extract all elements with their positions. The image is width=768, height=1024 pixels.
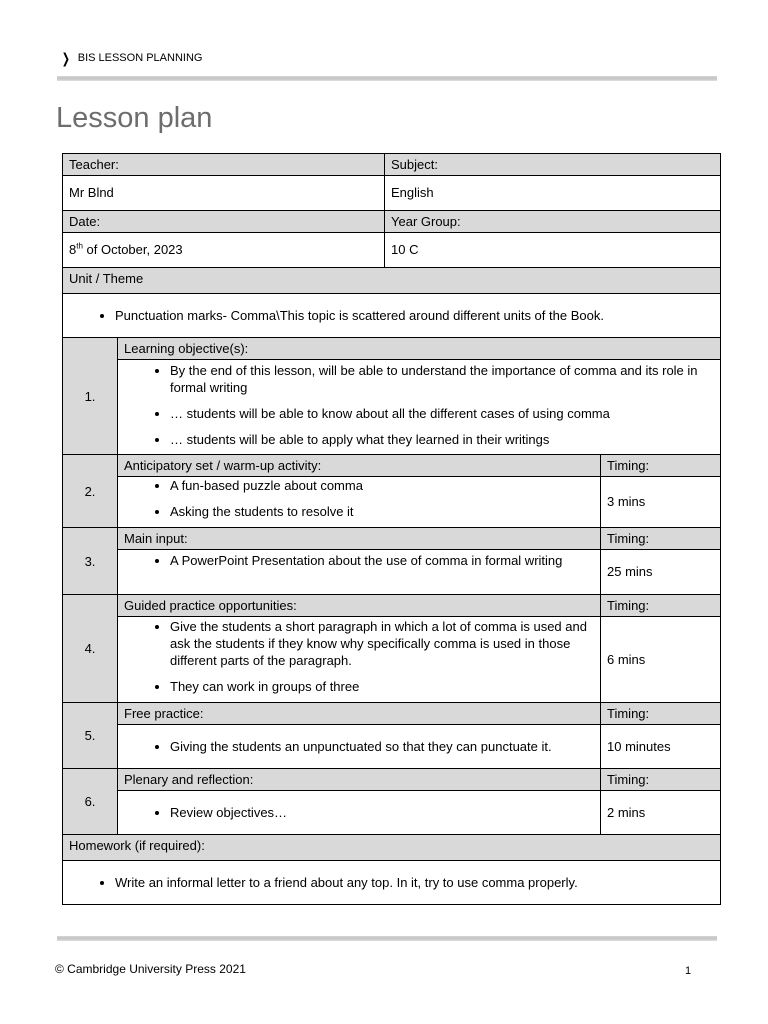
timing-label: Timing: [601, 455, 721, 477]
section-number: 4. [63, 595, 118, 703]
section-title: Plenary and reflection: [118, 769, 601, 791]
timing-label: Timing: [601, 703, 721, 725]
section-number: 2. [63, 455, 118, 528]
list-item: • … students will be able to apply what they learned in their writings [170, 431, 714, 448]
homework-label: Homework (if required): [63, 835, 721, 861]
footer-divider [57, 936, 717, 941]
section-body [118, 360, 721, 455]
section-body [118, 725, 601, 769]
section-body [118, 550, 601, 595]
breadcrumb: BIS LESSON PLANNING [77, 52, 203, 64]
section-number: 1. [63, 338, 118, 455]
header-divider [57, 76, 717, 81]
page-header [60, 49, 203, 66]
timing-label: Timing: [601, 769, 721, 791]
list-item: • Giving the students an unpunctuated so that they can punctuate it. [170, 738, 594, 755]
date-value: 8th of October, 2023 [63, 233, 385, 268]
section-title: Guided practice opportunities: [118, 595, 601, 617]
list-item: • Write an informal letter to a friend about any top. In it, try to use comma properly. [115, 874, 714, 891]
list-item: • Give the students a short paragraph in which a lot of comma is used and ask the students if they know why specifically comma is used in those different parts of the paragraph. [170, 618, 594, 669]
homework-cell [63, 861, 721, 905]
section-title: Main input: [118, 528, 601, 550]
unit-theme-cell [63, 294, 721, 338]
timing-label: Timing: [601, 595, 721, 617]
timing-value: 3 mins [601, 477, 721, 528]
year-group-label: Year Group: [385, 211, 721, 233]
subject-label: Subject: [385, 154, 721, 176]
section-title: Anticipatory set / warm-up activity: [118, 455, 601, 477]
list-item: • Review objectives… [170, 804, 594, 821]
timing-label: Timing: [601, 528, 721, 550]
subject-value: English [385, 176, 721, 211]
timing-value: 6 mins [601, 617, 721, 703]
copyright: © Cambridge University Press 2021 [55, 962, 246, 976]
page-number: 1 [685, 965, 692, 977]
timing-value: 25 mins [601, 550, 721, 595]
year-group-value: 10 C [385, 233, 721, 268]
teacher-label: Teacher: [63, 154, 385, 176]
unit-theme-label: Unit / Theme [63, 268, 721, 294]
section-number: 5. [63, 703, 118, 769]
section-body [118, 617, 601, 703]
chevron-right-icon: ❯ [61, 49, 70, 66]
list-item: • By the end of this lesson, will be able to understand the importance of comma and its role in formal writing [170, 362, 714, 396]
timing-value: 2 mins [601, 791, 721, 835]
section-body [118, 791, 601, 835]
timing-value: 10 minutes [601, 725, 721, 769]
section-body [118, 477, 601, 528]
teacher-value: Mr Blnd [63, 176, 385, 211]
section-number: 6. [63, 769, 118, 835]
lesson-plan-table [62, 153, 721, 905]
list-item: • They can work in groups of three [170, 678, 594, 695]
section-title: Learning objective(s): [118, 338, 721, 360]
section-title: Free practice: [118, 703, 601, 725]
list-item: • Asking the students to resolve it [170, 503, 594, 520]
section-number: 3. [63, 528, 118, 595]
page-title: Lesson plan [56, 102, 213, 134]
list-item: • Punctuation marks- Comma\This topic is scattered around different units of the Book. [115, 307, 714, 324]
list-item: • A PowerPoint Presentation about the use of comma in formal writing [170, 552, 594, 569]
date-label: Date: [63, 211, 385, 233]
list-item: • A fun-based puzzle about comma [170, 477, 594, 494]
list-item: • … students will be able to know about all the different cases of using comma [170, 405, 714, 422]
